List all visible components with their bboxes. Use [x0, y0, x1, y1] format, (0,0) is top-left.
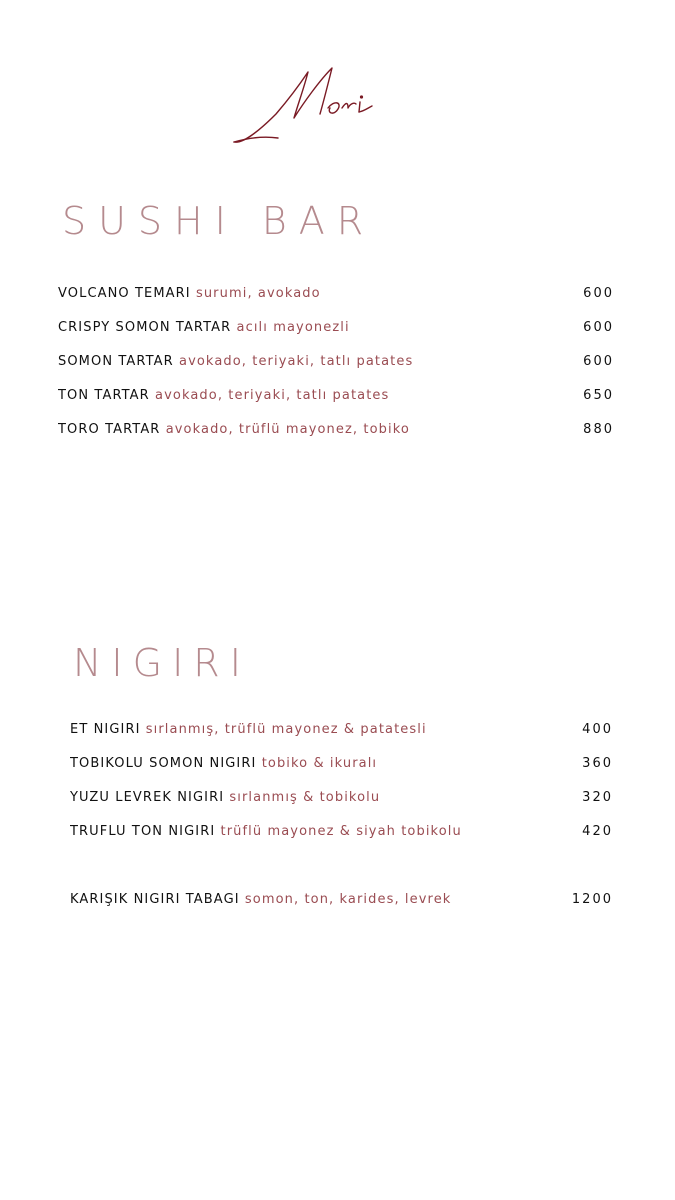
- item-description: surumi, avokado: [195, 285, 321, 301]
- item-description: avokado, teriyaki, tatlı patates: [155, 387, 390, 403]
- mori-signature-logo: [228, 62, 378, 150]
- menu-item-somon-tartar: [58, 351, 614, 371]
- item-price: 400: [582, 721, 613, 737]
- item-price: 600: [583, 285, 614, 301]
- item-price: 360: [582, 755, 613, 771]
- menu-item-yuzu-levrek-nigiri: [70, 787, 613, 807]
- item-price: 880: [583, 421, 614, 437]
- item-name: YUZU LEVREK NIGIRI: [70, 789, 225, 805]
- item-name: CRISPY SOMON TARTAR: [58, 319, 232, 335]
- item-name: KARIŞIK NIGIRI TABAĞI: [70, 891, 240, 907]
- item-description: acılı mayonezli: [236, 319, 350, 335]
- menu-item-ton-tartar: [58, 385, 614, 405]
- mori-logo: [228, 62, 378, 150]
- item-price: 650: [583, 387, 614, 403]
- menu-item-truflu-ton-nigiri: [70, 821, 613, 841]
- item-name: VOLCANO TEMARI: [58, 285, 191, 301]
- item-name: TRÜFLÜ TON NIGIRI: [70, 823, 216, 839]
- menu-item-toro-tartar: [58, 419, 614, 439]
- item-price: 420: [582, 823, 613, 839]
- item-price: 600: [583, 319, 614, 335]
- item-description: avokado, teriyaki, tatlı patates: [179, 353, 414, 369]
- sushi-bar-title: SUSHI BAR: [62, 199, 376, 243]
- item-name: TORO TARTAR: [58, 421, 161, 437]
- item-description: trüflü mayonez & siyah tobikolu: [220, 823, 462, 839]
- menu-item-karisik-nigiri-tabagi: [70, 889, 613, 909]
- item-name: TON TARTAR: [58, 387, 150, 403]
- item-description: avokado, trüflü mayonez, tobiko: [165, 421, 410, 437]
- item-description: sırlanmış & tobikolu: [229, 789, 381, 805]
- item-price: 320: [582, 789, 613, 805]
- nigiri-title: NIGIRI: [73, 641, 251, 685]
- menu-item-volcano-temari: [58, 283, 614, 303]
- item-description: tobiko & ikuralı: [261, 755, 378, 771]
- menu-item-tobikolu-somon-nigiri: [70, 753, 613, 773]
- item-name: TOBIKOLU SOMON NIGIRI: [70, 755, 257, 771]
- item-description: somon, ton, karides, levrek: [244, 891, 452, 907]
- item-price: 600: [583, 353, 614, 369]
- item-price: 1200: [571, 891, 613, 907]
- item-description: sırlanmış, trüflü mayonez & patatesli: [145, 721, 427, 737]
- item-name: SOMON TARTAR: [58, 353, 174, 369]
- item-name: ET NIGIRI: [70, 721, 141, 737]
- menu-item-et-nigiri: [70, 719, 613, 739]
- menu-item-crispy-somon-tartar: [58, 317, 614, 337]
